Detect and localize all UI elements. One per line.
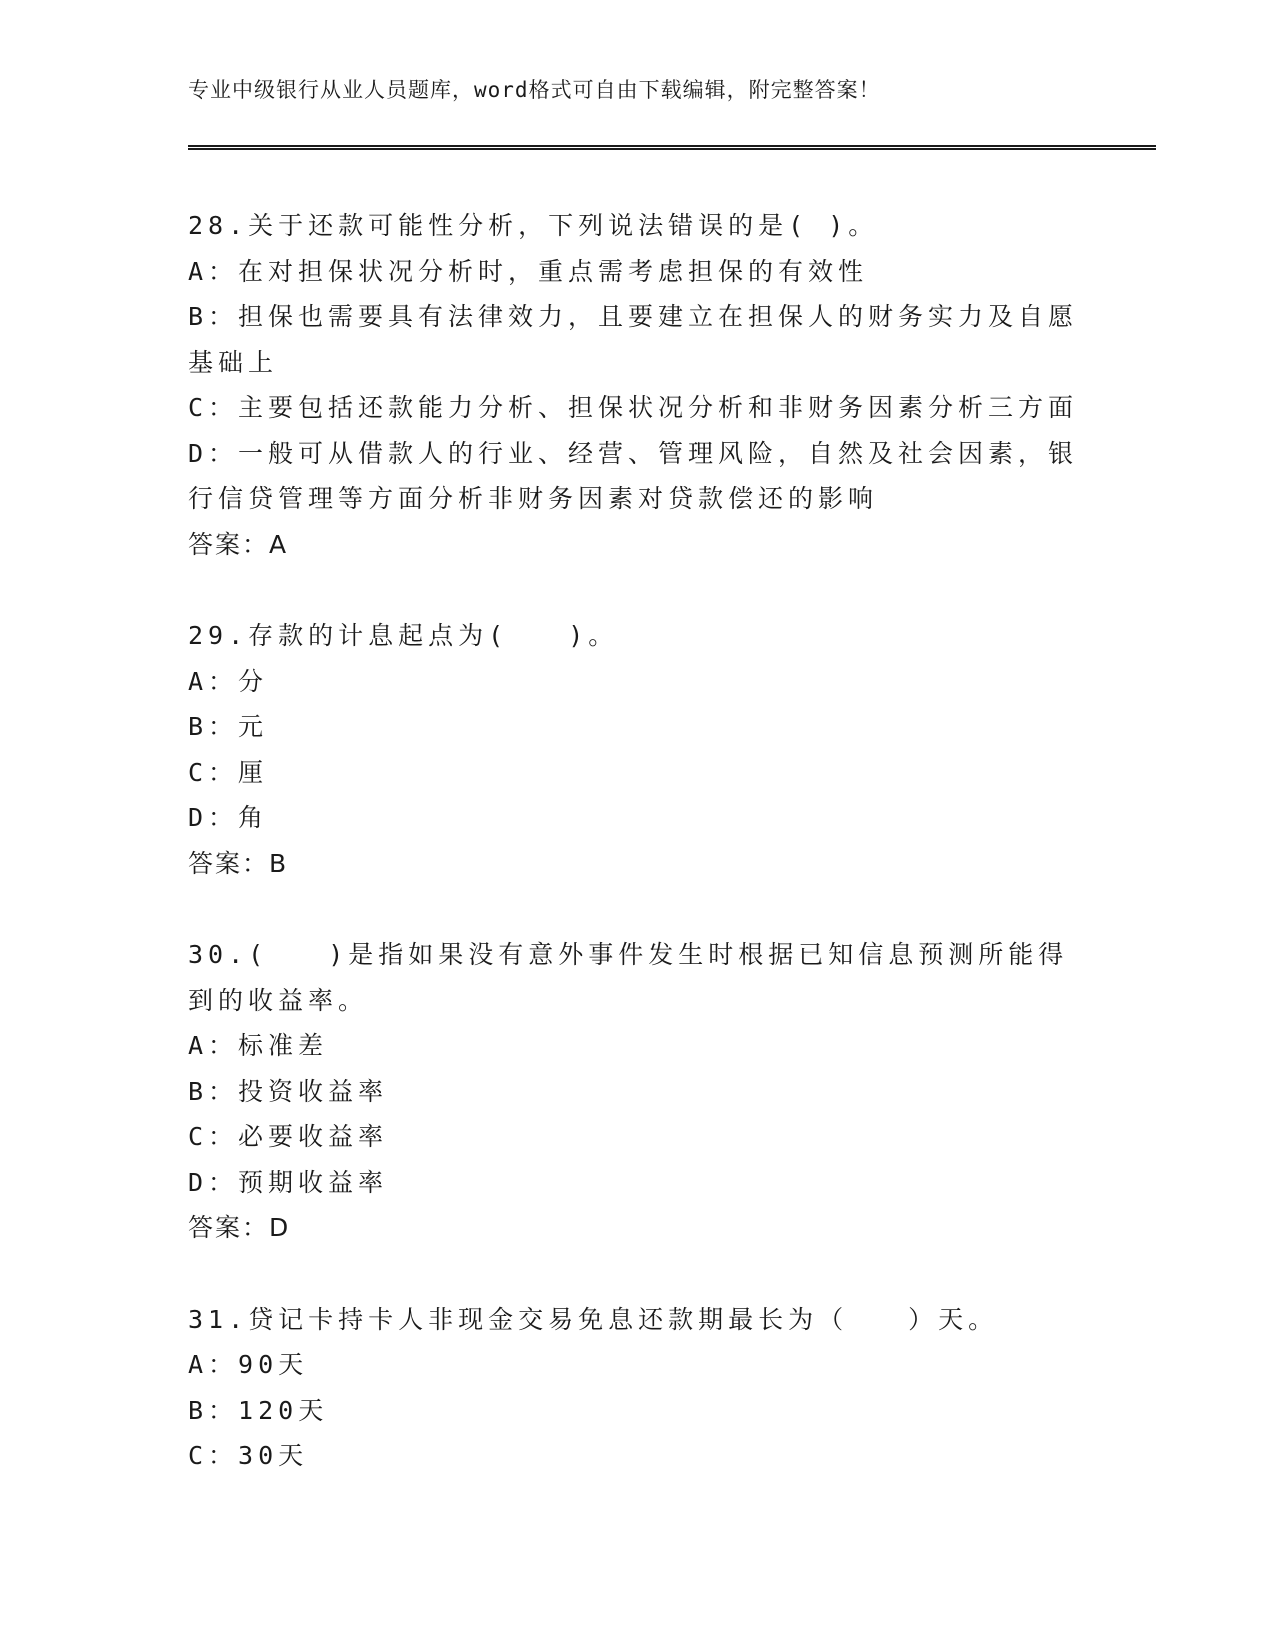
- option-d: D：预期收益率: [188, 1167, 389, 1197]
- answer-label: 答案：A: [188, 529, 289, 559]
- question-list: [188, 203, 1088, 1525]
- question-stem: 30.( )是指如果没有意外事件发生时根据已知信息预测所能得到的收益率。: [188, 940, 1069, 1015]
- option-b: B：元: [188, 712, 269, 741]
- answer-label: 答案：B: [188, 848, 289, 878]
- option-c: C：主要包括还款能力分析、担保状况分析和非财务因素分析三方面: [188, 393, 1079, 422]
- question-stem: 31.贷记卡持卡人非现金交易免息还款期最长为（ ）天。: [188, 1304, 999, 1334]
- option-a: A：标准差: [188, 1031, 329, 1060]
- option-d: D：角: [188, 803, 269, 832]
- page-header: 专业中级银行从业人员题库，word格式可自由下载编辑，附完整答案！: [188, 78, 881, 102]
- option-d: D：一般可从借款人的行业、经营、管理风险，自然及社会因素，银行信贷管理等方面分析非财务因素对贷款偿还的影响: [188, 438, 1079, 513]
- answer-label: 答案：D: [188, 1213, 291, 1242]
- question-stem: 29.存款的计息起点为( )。: [188, 621, 619, 650]
- option-c: C：30天: [188, 1441, 309, 1470]
- question-28: [188, 203, 1088, 567]
- option-c: C：必要收益率: [188, 1122, 389, 1151]
- option-b: B：投资收益率: [188, 1076, 389, 1106]
- option-a: A：在对担保状况分析时，重点需考虑担保的有效性: [188, 256, 869, 286]
- question-31: [188, 1297, 1088, 1479]
- option-b: B：120天: [188, 1395, 329, 1425]
- header-divider: [188, 145, 1156, 150]
- option-a: A：分: [188, 666, 269, 696]
- question-stem: 28.关于还款可能性分析，下列说法错误的是( )。: [188, 211, 879, 240]
- option-c: C：厘: [188, 757, 269, 787]
- question-30: [188, 932, 1088, 1251]
- question-29: [188, 613, 1088, 886]
- option-a: A：90天: [188, 1350, 309, 1379]
- option-b: B：担保也需要具有法律效力，且要建立在担保人的财务实力及自愿基础上: [188, 302, 1079, 377]
